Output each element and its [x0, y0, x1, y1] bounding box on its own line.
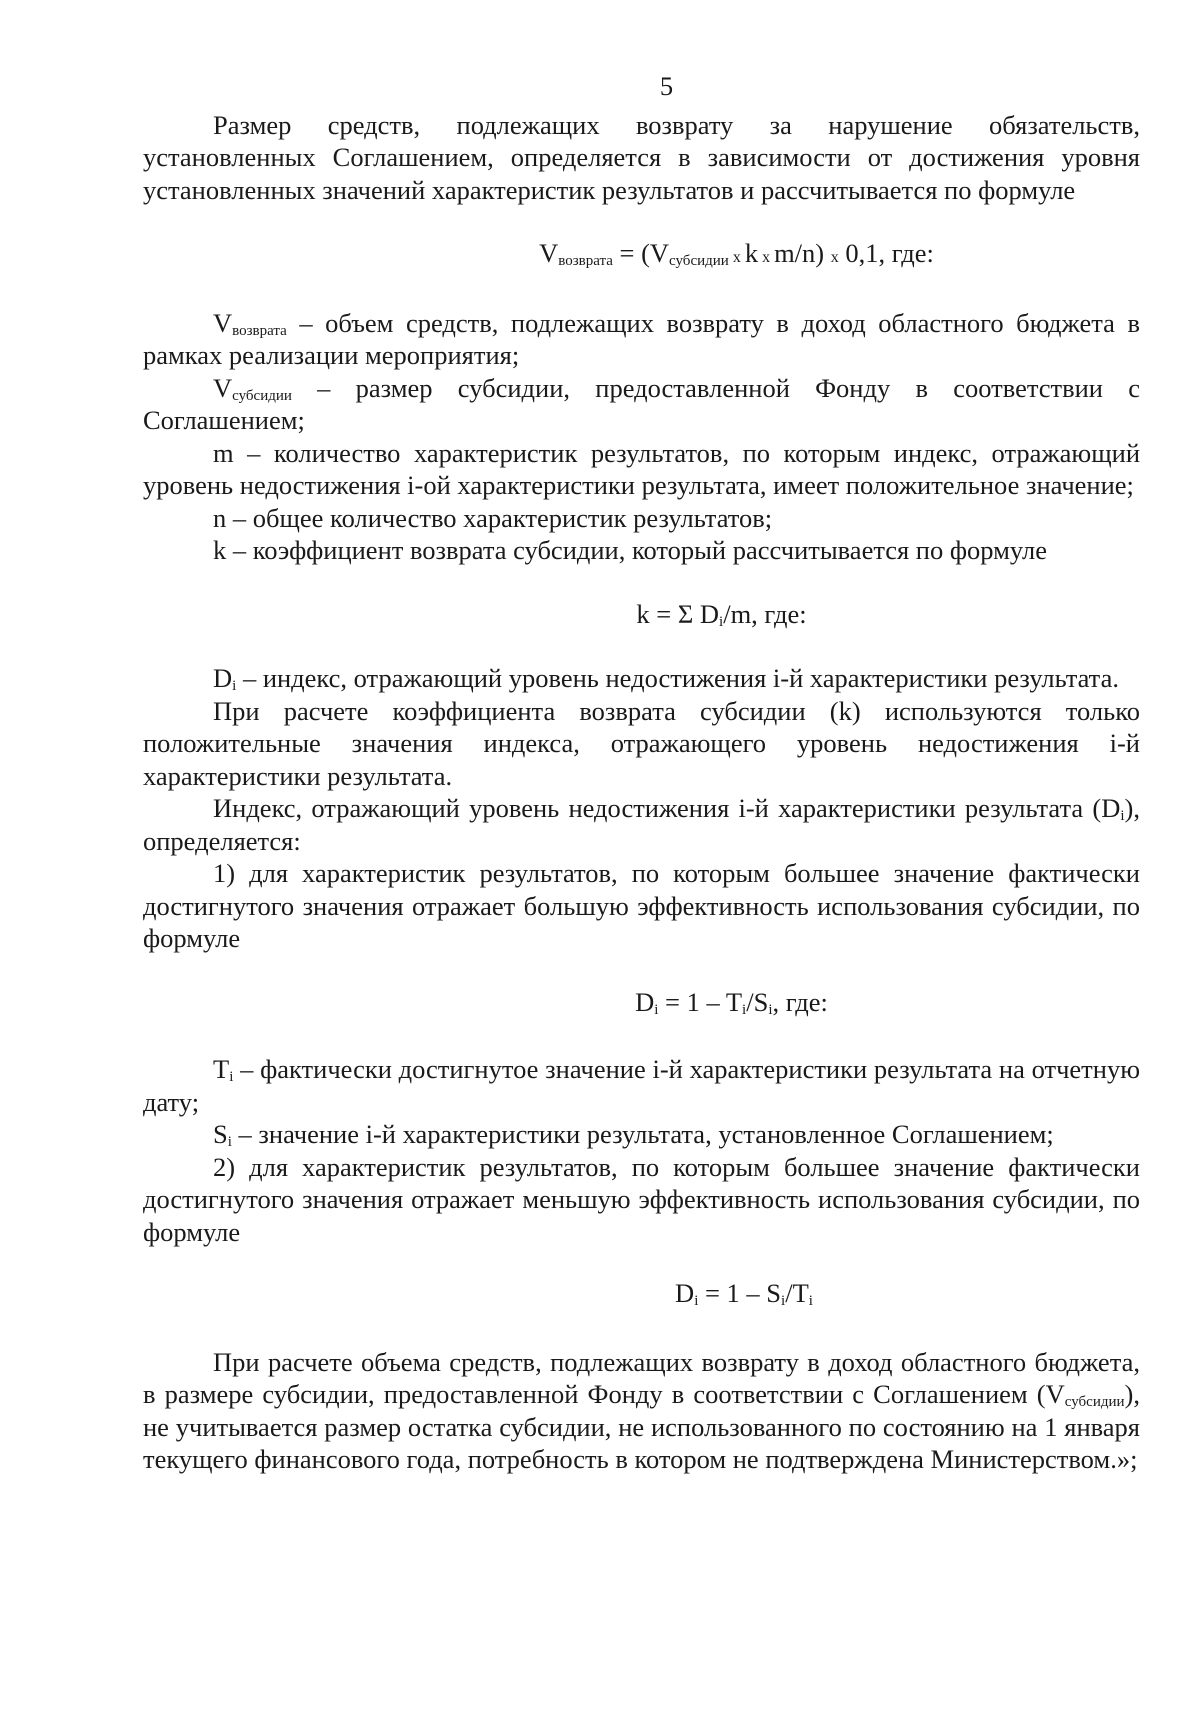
definition-k: k – коэффициент возврата субсидии, который рассчитывается по формуле	[213, 535, 1047, 565]
formula-d-case-1: $D_i = 1 - T_i/S_i$, где:	[635, 986, 828, 1018]
definition-v-return: $V_{возврата}$ – объем средств, подлежащих возврату в доход областного бюджета в рамках реализации мероприятия;	[143, 307, 1140, 370]
paragraph-positive-values: При расчете коэффициента возврата субсидии (k) используются только положительные значения индекса, отражающего уровень недостижения i-й характеристики результата.	[143, 695, 1140, 791]
paragraph-case-1: 1) для характеристик результатов, по которым большее значение фактически достигнутого значения отражает большую эффективность использования субсидии, по формуле	[143, 858, 1140, 953]
paragraph-return-size: Размер средств, подлежащих возврату за нарушение обязательств, установленных Соглашением, определяется в зависимости от достижения уровня установленных значений характеристик результатов и рассчитывается по формуле	[143, 109, 1140, 205]
paragraph-case-2: 2) для характеристик результатов, по которым большее значение фактически достигнутого значения отражает меньшую эффективность использования субсидии, по формуле	[143, 1151, 1140, 1247]
document-page	[143, 70, 1140, 1476]
definition-d-index: $D_i$ – индекс, отражающий уровень недостижения i-й характеристики результата.	[213, 663, 1119, 694]
formula-d-case-2: $D_i = 1 - S_i/T_i$	[675, 1278, 813, 1309]
page-number: 5	[659, 71, 674, 101]
formula-k: k = Σ $D_i/m$, где:	[636, 598, 807, 630]
paragraph-remainder: При расчете объема средств, подлежащих возврату в доход областного бюджета, в размере субсидии, предоставленной Фонду в соответствии с Соглашением $(V_{субсидии})$, не учитывается размер остатка субсидии, не использованного по состоянию на 1 января текущего финансового года, потребность в котором не подтверждена Министерством.»;	[143, 1346, 1140, 1474]
definition-t: $T_i$ – фактически достигнутое значение i-й характеристики результата на отчетную дату;	[143, 1054, 1140, 1117]
definition-v-subsidy: $V_{субсидии}$ – размер субсидии, предоставленной Фонду в соответствии с Соглашением;	[143, 372, 1140, 435]
paragraph-index-determined: Индекс, отражающий уровень недостижения i-й характеристики результата $(D_i)$, определяется:	[143, 793, 1140, 856]
definition-s: $S_i$ – значение i-й характеристики результата, установленное Соглашением;	[213, 1119, 1054, 1150]
definition-m: m – количество характеристик результатов, по которым индекс, отражающий уровень недостижения i-ой характеристики результата, имеет положительное значение;	[143, 437, 1140, 500]
formula-v-return: $V_{возврата} = (V_{субсидии}$ x k x m/n) x 0,1, где:	[539, 238, 934, 269]
definition-n: n – общее количество характеристик результатов;	[213, 502, 773, 533]
